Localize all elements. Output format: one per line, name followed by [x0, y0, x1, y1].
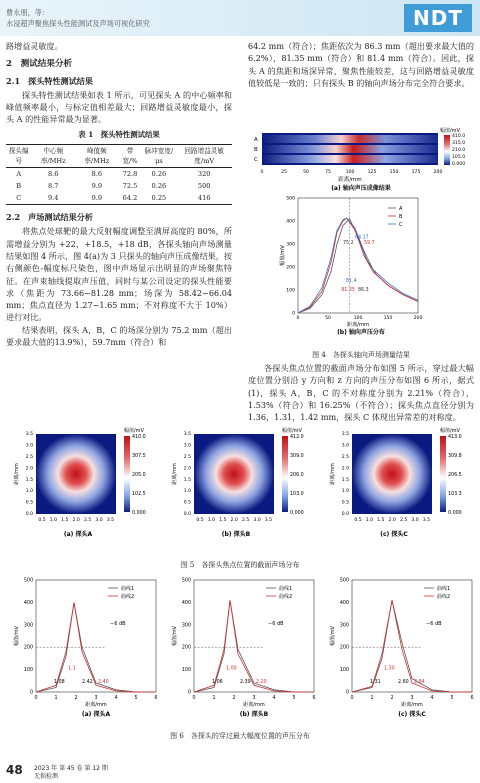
colorbar-tick: 307.5 [132, 454, 146, 459]
x-tick-label: 6 [154, 696, 158, 701]
y-tick-label: 0 [345, 690, 349, 696]
annotation-label: 1.31 [370, 680, 381, 686]
x-tick-label: 100 [345, 170, 355, 175]
x-tick-label: 3.0 [411, 518, 419, 523]
colorbar-tick: 309.8 [448, 454, 462, 459]
x-tick-label: 3.5 [106, 518, 115, 523]
paragraph: 结果表明，探头 A，B，C 的场深分别为 75.2 mm（超出要求最大值的13.9%），59.7mm（符合）和 [6, 324, 232, 348]
colorbar-tick: 410.0 [452, 134, 466, 139]
cross-section-panel [13, 427, 146, 538]
row-label: A [254, 137, 258, 143]
y-tick-label: 400 [181, 600, 191, 606]
x-axis-label: 距离/mm [243, 702, 265, 708]
x-tick-label: 3.5 [422, 518, 431, 523]
x-tick-label: 3.5 [264, 518, 273, 523]
x-tick-label: 6 [470, 696, 474, 701]
y-tick-label: 300 [339, 623, 349, 629]
y-axis-label: 距离/mm [172, 463, 178, 485]
annotation-label: 1.30 [384, 666, 395, 672]
x-tick-label: 2.0 [72, 518, 80, 523]
x-axis-label: 距离/mm [346, 322, 370, 328]
y-tick-label: 100 [286, 288, 295, 294]
legend-label: 曲线1 [279, 586, 293, 592]
figure-caption: 图 4 各探头轴向声场测量结果 [312, 351, 410, 359]
table-header-cell: 带宽/% [122, 147, 138, 166]
plot-frame [194, 580, 314, 692]
x-tick-label: 2.0 [230, 518, 238, 523]
y-tick-label: 0 [29, 690, 33, 696]
y-tick-label: 3.0 [183, 443, 191, 449]
figure-6 [0, 572, 480, 732]
legend-label: 曲线1 [437, 586, 451, 592]
table-row [6, 180, 232, 192]
colorbar-tick: 105.0 [452, 155, 466, 160]
subfigure-caption: (b) 轴向声压分布 [337, 329, 385, 336]
x-tick-label: 2 [74, 696, 78, 701]
y-tick-label: 2.5 [183, 455, 191, 460]
annotation-label: 1.00 [226, 666, 237, 672]
table-cell: 64.2 [122, 194, 138, 203]
x-tick-label: 25 [281, 170, 287, 175]
table-cell: 8.6 [47, 170, 59, 179]
figure-caption: 图 6 各探头的穿过最大幅度位置的声压分布 [170, 732, 310, 740]
series-line [352, 600, 472, 692]
y-tick-label: 0.0 [341, 512, 349, 517]
y-tick-label: 1.5 [25, 477, 33, 483]
x-axis-label: 距离/mm [338, 177, 362, 183]
x-tick-label: 1.0 [365, 518, 374, 523]
annotation-label: 1.1 [68, 666, 76, 672]
series-line-B [298, 218, 418, 313]
subfigure-caption: (c) 探头C [380, 531, 408, 538]
row-label: C [254, 157, 258, 163]
x-tick-label: 0 [350, 696, 354, 701]
x-tick-label: 1.5 [219, 518, 227, 523]
y-tick-label: 0 [187, 690, 191, 696]
table-header-cell: 中心频率/MHz [40, 147, 66, 166]
table-cell: 0.26 [151, 182, 167, 191]
x-axis-label: 距离/mm [401, 702, 423, 708]
profile-panel [329, 578, 474, 719]
series-line [194, 600, 314, 692]
x-tick-label: 100 [353, 316, 363, 321]
colorbar-tick: 0.000 [448, 511, 462, 516]
figure-4 [248, 123, 474, 348]
x-tick-label: 50 [325, 316, 331, 321]
table-cell: 500 [197, 182, 211, 191]
x-tick-label: 5 [134, 696, 138, 701]
colorbar-tick: 0.000 [452, 162, 466, 167]
x-tick-label: 150 [389, 170, 399, 175]
y-tick-label: 400 [339, 600, 349, 606]
colorbar-label: 幅值/mV [282, 428, 302, 434]
annotation-label: 1.08 [54, 680, 65, 686]
subsection-heading: 2.1 探头特性测试结果 [6, 75, 93, 86]
table-cell: 72.8 [122, 170, 138, 179]
y-axis-label: 幅值/mV [280, 245, 286, 266]
x-tick-label: 1.0 [207, 518, 216, 523]
x-tick-label: 0.5 [196, 518, 204, 523]
colorbar-tick: 413.0 [448, 435, 462, 440]
y-tick-label: 0.5 [341, 500, 349, 506]
table-cell: 320 [197, 170, 211, 179]
x-tick-label: 2.5 [83, 518, 92, 523]
left-column [6, 40, 232, 348]
y-tick-label: 300 [181, 623, 191, 629]
y-tick-label: 2.0 [341, 466, 349, 472]
y-tick-label: 300 [23, 623, 33, 629]
y-tick-label: 3.5 [341, 432, 349, 438]
plot-frame [352, 580, 472, 692]
table-cell: C [16, 194, 22, 203]
colorbar-tick: 210.0 [452, 148, 466, 153]
paragraph: 探头特性测试结果如表 1 所示，可见探头 A 的中心频率和峰值频率最小，与标定值相差最大；回路增益灵敏度最小，探头 A 的性能异常最为显著。 [6, 89, 232, 125]
annotation-label: 64.17 [355, 235, 369, 241]
colorbar-tick: 412.0 [290, 435, 304, 440]
journal-info [34, 765, 134, 781]
x-tick-label: 2.0 [388, 518, 396, 523]
x-axis-label: 距离/mm [85, 702, 107, 708]
table-header-cell: 峰值频率/MHz [84, 147, 110, 166]
y-tick-label: 3.5 [183, 432, 191, 438]
y-tick-label: 500 [23, 578, 33, 584]
focal-spot [194, 434, 274, 514]
colorbar-tick: 102.5 [132, 492, 146, 497]
annotation-label: 59.7 [364, 241, 375, 246]
paragraph: 路增益灵敏度。 [6, 41, 63, 51]
db-label: −6 dB [426, 620, 442, 627]
row-label: B [254, 147, 258, 153]
x-tick-label: 0 [34, 696, 38, 701]
y-tick-label: 100 [339, 668, 349, 674]
y-tick-label: 0.0 [25, 512, 33, 517]
focal-spot [36, 434, 116, 514]
colorbar [282, 436, 288, 512]
plot-frame [36, 580, 156, 692]
right-column-lower [248, 362, 474, 423]
x-tick-label: 5 [450, 696, 454, 701]
strip-A [262, 135, 438, 143]
x-tick-label: 2 [232, 696, 236, 701]
x-tick-label: 1 [54, 696, 58, 701]
y-tick-label: 300 [286, 242, 295, 248]
y-tick-label: 100 [181, 668, 191, 674]
x-tick-label: 4 [114, 696, 118, 701]
y-tick-label: 2.0 [25, 466, 33, 472]
y-tick-label: 3.5 [25, 432, 33, 438]
annotation-label: 1.06 [212, 680, 223, 686]
x-tick-label: 1.0 [49, 518, 58, 523]
header-title: 水浸超声聚焦探头性能测试及声场可视化研究 [6, 19, 150, 28]
table-header-cell: 回路增益灵敏度/mV [184, 147, 224, 166]
legend-label: 曲线1 [121, 586, 135, 592]
figure-caption: 图 5 各探头焦点位置的截面声场分布 [180, 561, 300, 569]
y-axis-label: 距离/mm [14, 463, 20, 485]
profile-panel [171, 578, 316, 719]
table-header-cell: 脉冲宽度/μs [144, 147, 174, 166]
legend-label: C [399, 222, 403, 228]
annotation-label: 2.20 [256, 680, 267, 686]
strip-B [262, 145, 438, 153]
y-tick-label: 0.5 [183, 500, 191, 506]
strip-C [262, 155, 438, 163]
page-header [0, 0, 480, 36]
y-tick-label: 200 [23, 645, 33, 651]
db-label: −6 dB [110, 620, 126, 627]
x-tick-label: 2.5 [399, 518, 408, 523]
series-line [194, 600, 314, 692]
y-axis-label: 幅值/mV [330, 626, 336, 646]
y-axis-label: 幅值/mV [172, 626, 178, 646]
x-tick-label: 0 [192, 696, 196, 701]
table-cell: 0.25 [151, 194, 167, 203]
legend-label: A [399, 206, 403, 212]
x-tick-label: 5 [292, 696, 296, 701]
y-tick-label: 500 [286, 196, 295, 202]
y-axis-label: 距离/mm [330, 463, 336, 485]
table-cell: 9.4 [47, 194, 59, 203]
y-tick-label: 1.0 [183, 489, 191, 495]
annotation-label: 81.35 [341, 288, 355, 294]
x-tick-label: 4 [430, 696, 434, 701]
colorbar [444, 135, 450, 165]
x-tick-label: 3.0 [95, 518, 103, 523]
y-tick-label: 0.5 [25, 500, 33, 506]
subsection-heading: 2.2 声场测试结果分析 [6, 212, 93, 223]
y-tick-label: 1.5 [183, 477, 191, 483]
x-tick-label: 50 [303, 170, 309, 175]
x-tick-label: 1 [370, 696, 374, 701]
x-tick-label: 4 [272, 696, 276, 701]
colorbar-tick: 103.0 [290, 492, 304, 497]
table-cell: 416 [197, 194, 211, 203]
figure-5 [0, 426, 480, 558]
y-tick-label: 100 [23, 668, 33, 674]
x-tick-label: 75 [325, 170, 331, 175]
x-tick-label: 1 [212, 696, 216, 701]
x-tick-label: 125 [367, 170, 377, 175]
y-tick-label: 1.0 [25, 489, 33, 495]
legend-label: B [399, 214, 403, 220]
subfigure-caption: (b) 探头B [221, 531, 251, 538]
y-tick-label: 200 [181, 645, 191, 651]
legend-label: 曲线2 [279, 594, 293, 600]
table-cell: 9.9 [91, 182, 103, 191]
colorbar [124, 436, 130, 512]
x-tick-label: 1.5 [377, 518, 385, 523]
x-tick-label: 150 [383, 316, 393, 321]
x-tick-label: 2.5 [241, 518, 250, 523]
profile-panel [13, 578, 158, 719]
header-authors: 曹永朋，等： [6, 8, 50, 17]
table-row [6, 168, 232, 181]
table-row [6, 192, 232, 205]
x-tick-label: 0 [296, 316, 300, 321]
x-tick-label: 200 [433, 170, 443, 175]
colorbar-tick: 0.000 [290, 511, 304, 516]
table-caption: 表 1 探头特性测试结果 [78, 129, 160, 139]
axial-imaging [262, 133, 450, 165]
paragraph: 64.2 mm（符合）；焦距依次为 86.3 mm（超出要求最大值的 6.2%），81.35 mm（符合）和 81.4 mm（符合）。因此，探头 A 的焦距和场深异常，聚焦性能较差，这与回路增益灵敏度值较低是一致的；只有探头 B 的轴向声场分布完全符合要求。 [248, 41, 474, 88]
x-tick-label: 2 [390, 696, 394, 701]
y-tick-label: 500 [181, 578, 191, 584]
y-tick-label: 200 [339, 645, 349, 651]
x-tick-label: 3 [252, 696, 256, 701]
annotation-label: 2.60 [398, 680, 409, 686]
y-tick-label: 1.0 [341, 489, 349, 495]
focal-spot [352, 434, 432, 514]
annotation-label: 81.4 [346, 278, 357, 284]
subfigure-caption: (a) 探头A [81, 711, 111, 718]
x-tick-label: 3.0 [253, 518, 261, 523]
y-tick-label: 200 [286, 265, 295, 271]
y-tick-label: 1.5 [341, 477, 349, 483]
y-tick-label: 400 [23, 600, 33, 606]
annotation-label: 2.42 [82, 680, 93, 686]
subfigure-caption: (c) 探头C [398, 711, 426, 718]
y-tick-label: 2.0 [183, 466, 191, 472]
y-tick-label: 3.0 [25, 443, 33, 449]
colorbar-tick: 315.0 [452, 141, 466, 146]
x-tick-label: 3 [410, 696, 414, 701]
x-tick-label: 6 [312, 696, 316, 701]
annotation-label: 2.39 [240, 680, 251, 686]
y-tick-label: 0.0 [183, 512, 191, 517]
colorbar-tick: 206.0 [290, 473, 304, 478]
y-tick-label: 2.5 [341, 455, 349, 460]
journal-logo: NDT [404, 4, 472, 32]
x-tick-label: 1.5 [61, 518, 69, 523]
table-header-cell: 探头编号 [8, 147, 29, 166]
x-tick-label: 0.5 [38, 518, 46, 523]
colorbar-label: 幅值/mV [440, 128, 460, 134]
legend-label: 曲线2 [437, 594, 451, 600]
journal-name: 无损检测 [34, 773, 59, 780]
colorbar-label: 幅值/mV [124, 428, 144, 434]
colorbar-tick: 205.0 [132, 473, 146, 478]
paragraph: 各探头焦点位置的截面声场分布如图 5 所示，穿过最大幅度位置分别沿 y 方向和 z 方向的声压分布如图 6 所示，据式(1)，探头 A，B，C 的不对称度分别为 2.21%（符合），1.53%（符合）和 16.25%（不符合）；探头焦点直径分别为 1.36，1.31，1.42 mm，探头 C 体现出异常差的对称度。 [248, 363, 474, 423]
table-cell: 8.7 [47, 182, 59, 191]
annotation-label: 2.84 [414, 680, 425, 686]
journal-issue: 2023 年 第 45 卷 第 12 期 [34, 765, 108, 772]
y-axis-label: 幅值/mV [14, 626, 20, 646]
colorbar-tick: 309.0 [290, 454, 304, 459]
paragraph: 将焦点处球靶的最大反射幅度调整至满屏高度的 80%，所需增益分别为 +22，+18.5，+18 dB，各探头轴向声场测量结果如图 4 所示，图 4(a)为 3 只探头的轴向声压成像结果，按右侧颜色-幅度标尺染色，图中声场显示出明显的声场聚焦特征。在声束轴线提取声压值，同时与某公司设定的探头性能要求（焦距为 73.66~81.28 mm；场深为 58.42~66.04 mm；焦点直径为 1.27~1.65 mm；不对称度不大于 10%）进行对比。 [6, 226, 232, 323]
results-table [6, 144, 232, 205]
table-cell: 0.26 [151, 170, 167, 179]
subfigure-caption: (a) 轴向声压成像结果 [331, 185, 391, 192]
x-tick-label: 175 [411, 170, 421, 175]
colorbar-tick: 410.0 [132, 435, 146, 440]
y-tick-label: 500 [339, 578, 349, 584]
subfigure-caption: (a) 探头A [63, 531, 93, 538]
x-tick-label: 3 [94, 696, 98, 701]
y-tick-label: 400 [286, 219, 295, 225]
x-tick-label: 0 [260, 170, 264, 175]
colorbar-tick: 103.3 [448, 492, 462, 497]
colorbar-label: 幅值/mV [440, 428, 460, 434]
annotation-label: 86.3 [358, 288, 369, 294]
db-label: −6 dB [268, 620, 284, 627]
table-cell: A [16, 170, 22, 179]
y-tick-label: 0 [292, 311, 295, 317]
y-tick-label: 2.5 [25, 455, 33, 460]
cross-section-panel [329, 427, 462, 538]
colorbar-tick: 206.5 [448, 473, 462, 478]
axial-profile-chart [278, 196, 422, 329]
table-cell: 8.6 [91, 170, 103, 179]
colorbar-tick: 0.000 [132, 511, 146, 516]
table-cell: 72.5 [122, 182, 138, 191]
annotation-label: 75.2 [343, 241, 354, 246]
cross-section-panel [171, 427, 304, 538]
subfigure-caption: (b) 探头B [239, 711, 269, 718]
annotation-label: 2.40 [98, 680, 109, 686]
legend-label: 曲线2 [121, 594, 135, 600]
colorbar [440, 436, 446, 512]
page-number: 48 [6, 763, 23, 777]
section-heading: 2 测试结果分析 [6, 59, 73, 70]
x-tick-label: 0.5 [354, 518, 362, 523]
x-tick-label: 200 [413, 316, 423, 321]
table-cell: 9.9 [91, 194, 103, 203]
y-tick-label: 3.0 [341, 443, 349, 449]
table-cell: B [16, 182, 22, 191]
right-column [248, 40, 474, 89]
